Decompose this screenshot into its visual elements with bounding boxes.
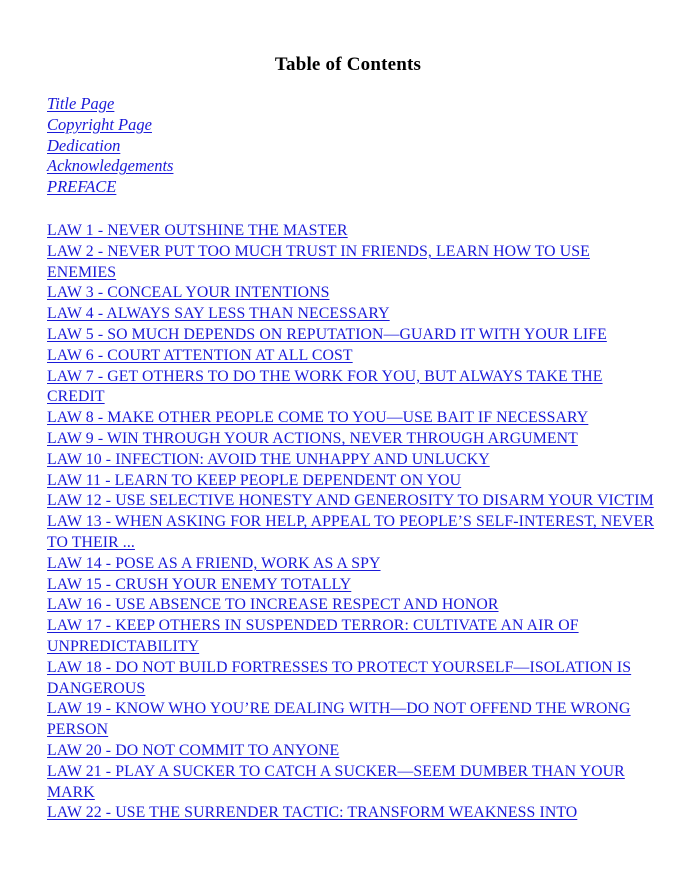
- law-5-link[interactable]: LAW 5 - SO MUCH DEPENDS ON REPUTATION—GUARD IT WITH YOUR LIFE: [47, 325, 607, 343]
- law-item: [47, 803, 657, 824]
- front-matter-item: [47, 115, 667, 136]
- law-item: [47, 741, 657, 762]
- law-6-link[interactable]: LAW 6 - COURT ATTENTION AT ALL COST: [47, 346, 353, 364]
- law-16-link[interactable]: LAW 16 - USE ABSENCE TO INCREASE RESPECT AND HONOR: [47, 596, 499, 614]
- law-8-link[interactable]: LAW 8 - MAKE OTHER PEOPLE COME TO YOU—USE BAIT IF NECESSARY: [47, 409, 589, 427]
- law-item: [47, 408, 657, 429]
- law-list: [47, 221, 657, 824]
- law-14-link[interactable]: LAW 14 - POSE AS A FRIEND, WORK AS A SPY: [47, 554, 381, 572]
- law-item: [47, 762, 657, 804]
- law-11-link[interactable]: LAW 11 - LEARN TO KEEP PEOPLE DEPENDENT ON YOU: [47, 471, 462, 489]
- law-1-link[interactable]: LAW 1 - NEVER OUTSHINE THE MASTER: [47, 222, 348, 239]
- front-matter-list: [47, 94, 667, 198]
- copyright-page-link[interactable]: Copyright Page: [47, 114, 152, 134]
- law-item: [47, 242, 657, 284]
- law-item: [47, 429, 657, 450]
- front-matter-item: [47, 177, 667, 198]
- law-10-link[interactable]: LAW 10 - INFECTION: AVOID THE UNHAPPY AND UNLUCKY: [47, 450, 490, 468]
- law-21-link[interactable]: LAW 21 - PLAY A SUCKER TO CATCH A SUCKER—SEEM DUMBER THAN YOUR MARK: [47, 762, 625, 801]
- law-item: [47, 325, 657, 346]
- law-22-link[interactable]: LAW 22 - USE THE SURRENDER TACTIC: TRANSFORM WEAKNESS INTO: [47, 804, 578, 822]
- front-matter-item: [47, 156, 667, 177]
- law-13-link[interactable]: LAW 13 - WHEN ASKING FOR HELP, APPEAL TO PEOPLE’S SELF-INTEREST, NEVER TO THEIR ...: [47, 513, 655, 551]
- law-item: [47, 575, 657, 596]
- law-20-link[interactable]: LAW 20 - DO NOT COMMIT TO ANYONE: [47, 741, 340, 759]
- acknowledgements-link[interactable]: Acknowledgements: [47, 156, 174, 176]
- law-item: [47, 367, 657, 409]
- law-item: [47, 595, 657, 616]
- law-item: [47, 491, 657, 512]
- law-item: [47, 304, 657, 325]
- law-7-link[interactable]: LAW 7 - GET OTHERS TO DO THE WORK FOR YOU, BUT ALWAYS TAKE THE CREDIT: [47, 367, 603, 406]
- law-item: [47, 283, 657, 304]
- law-item: [47, 658, 657, 700]
- front-matter-item: [47, 94, 667, 115]
- law-item: [47, 699, 657, 741]
- law-item: [47, 471, 657, 492]
- law-item: [47, 512, 657, 554]
- law-item: [47, 616, 657, 658]
- law-item: [47, 554, 657, 575]
- law-9-link[interactable]: LAW 9 - WIN THROUGH YOUR ACTIONS, NEVER THROUGH ARGUMENT: [47, 429, 578, 447]
- front-matter-item: [47, 136, 667, 157]
- law-2-link[interactable]: LAW 2 - NEVER PUT TOO MUCH TRUST IN FRIENDS, LEARN HOW TO USE ENEMIES: [47, 242, 590, 281]
- law-item: [47, 346, 657, 367]
- law-17-link[interactable]: LAW 17 - KEEP OTHERS IN SUSPENDED TERROR: CULTIVATE AN AIR OF UNPREDICTABILITY: [47, 617, 579, 655]
- dedication-link[interactable]: Dedication: [47, 135, 121, 155]
- law-3-link[interactable]: LAW 3 - CONCEAL YOUR INTENTIONS: [47, 284, 330, 302]
- law-item: [47, 450, 657, 471]
- toc-title: Table of Contents: [274, 54, 422, 75]
- preface-link[interactable]: PREFACE: [47, 177, 117, 197]
- law-4-link[interactable]: LAW 4 - ALWAYS SAY LESS THAN NECESSARY: [47, 305, 390, 323]
- law-18-link[interactable]: LAW 18 - DO NOT BUILD FORTRESSES TO PROTECT YOURSELF—ISOLATION IS DANGEROUS: [47, 658, 632, 697]
- law-15-link[interactable]: LAW 15 - CRUSH YOUR ENEMY TOTALLY: [47, 575, 352, 593]
- law-item: [47, 221, 657, 242]
- law-12-link[interactable]: LAW 12 - USE SELECTIVE HONESTY AND GENEROSITY TO DISARM YOUR VICTIM: [47, 492, 654, 510]
- law-19-link[interactable]: LAW 19 - KNOW WHO YOU’RE DEALING WITH—DO NOT OFFEND THE WRONG PERSON: [47, 700, 631, 739]
- title-page-link[interactable]: Title Page: [47, 94, 115, 113]
